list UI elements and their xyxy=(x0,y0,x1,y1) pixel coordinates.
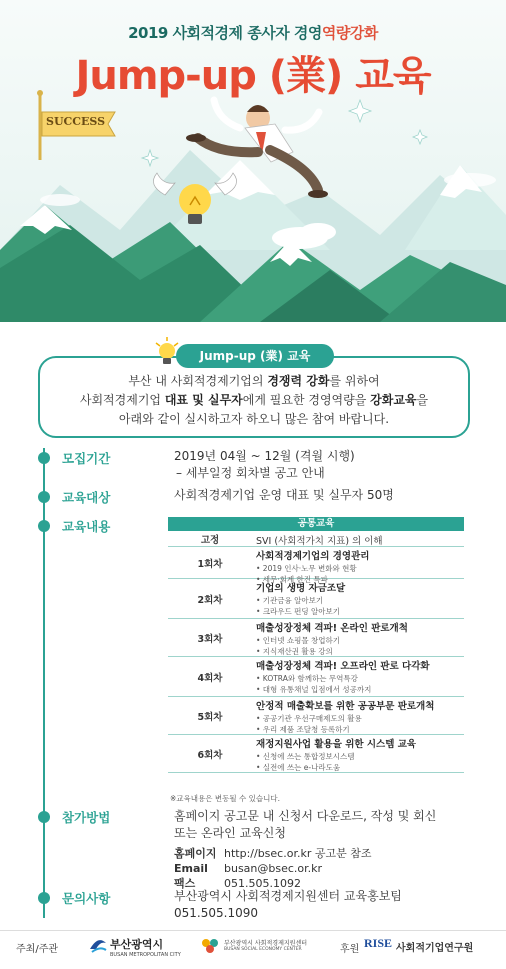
topic-title: 사회적경제기업의 경영관리 xyxy=(256,551,370,562)
intro-line2-e: 을 xyxy=(416,393,429,407)
recruit-period: 2019년 04월 ~ 12월 (격월 시행) xyxy=(174,449,355,463)
table-round: 2회차 xyxy=(197,594,223,606)
fax-label: 팩스 xyxy=(174,877,196,890)
table-round: 4회차 xyxy=(197,672,223,684)
table-row xyxy=(168,619,464,657)
topic-detail: • 실전에 쓰는 e-나라도움 xyxy=(256,763,341,772)
target-label: 교육대상 xyxy=(62,490,111,505)
table-round: 5회차 xyxy=(197,711,223,723)
table-topic xyxy=(252,697,464,734)
table-row xyxy=(168,697,464,735)
topic-detail: • 지식재산권 활용 강의 xyxy=(256,647,333,656)
center-logo xyxy=(224,938,307,952)
rise-logo: RISE xyxy=(364,936,393,950)
center-logo-icon xyxy=(200,937,222,955)
intro-line2-b: 대표 및 실무자 xyxy=(164,393,243,407)
hero-subtitle-text: 2019 사회적경제 종사자 경영 xyxy=(128,24,322,42)
busan-logo-icon xyxy=(88,937,108,955)
center-name-en: BUSAN SOCIAL ECONOMY CENTER xyxy=(224,947,302,952)
inquiry-value xyxy=(174,888,402,922)
intro-pill: Jump-up (業) 교육 xyxy=(176,344,334,368)
sponsor-label: 후원 xyxy=(340,944,360,955)
apply-label: 참가방법 xyxy=(62,810,111,825)
topic-title: 매출성장정체 격파! 오프라인 판로 다각화 xyxy=(256,661,430,672)
intro-line2-d: 강화교육 xyxy=(370,393,417,407)
center-name: 부산광역시 사회적경제지원센터 xyxy=(224,940,308,947)
recruit-note: – 세부일정 회차별 공고 안내 xyxy=(176,466,325,480)
topic-title: 재정지원사업 활용을 위한 시스템 교육 xyxy=(256,739,417,750)
rise-name: 사회적기업연구원 xyxy=(396,943,474,954)
timeline-dot xyxy=(38,491,50,503)
topic-detail: • 2019 인사·노무 변화와 현황 xyxy=(256,564,357,573)
inquiry-label: 문의사항 xyxy=(62,891,111,906)
table-row xyxy=(168,657,464,697)
intro-line1-c: 를 위하여 xyxy=(329,374,380,388)
table-topic xyxy=(252,735,464,772)
topic-detail: • 크라우드 펀딩 알아보기 xyxy=(256,607,341,616)
busan-name-en: BUSAN METROPOLITAN CITY xyxy=(110,952,181,958)
topic-detail: • 기관금융 알아보기 xyxy=(256,596,324,605)
table-row xyxy=(168,531,464,547)
timeline-dot xyxy=(38,452,50,464)
intro-line3: 아래와 같이 실시하고자 하오니 많은 참여 바랍니다. xyxy=(118,412,390,426)
inquiry-line1: 부산광역시 사회적경제지원센터 교육홍보팀 xyxy=(174,889,402,903)
table-topic xyxy=(252,579,464,618)
timeline-line xyxy=(43,448,45,918)
hero-banner xyxy=(0,0,506,322)
topic-detail: • KOTRA와 함께하는 무역특강 xyxy=(256,674,358,683)
table-row xyxy=(168,735,464,773)
hero-main-title: Jump-up (業) 교육 xyxy=(75,53,431,99)
intro-line1-a: 부산 내 사회적경제기업의 xyxy=(128,374,268,388)
table-round: 고정 xyxy=(200,534,220,546)
homepage-link[interactable]: http://bsec.or.kr 공고분 참조 xyxy=(224,847,372,860)
hero-subtitle-accent: 역량강화 xyxy=(321,24,378,42)
hero-subtitle xyxy=(0,22,506,43)
intro-box xyxy=(38,356,470,438)
intro-line2-a: 사회적경제기업 xyxy=(79,393,165,407)
timeline-dot xyxy=(38,892,50,904)
table-round: 3회차 xyxy=(197,633,223,645)
footer-divider xyxy=(0,930,506,931)
table-topic xyxy=(252,619,464,656)
target-value: 사회적경제기업 운영 대표 및 실무자 50명 xyxy=(174,488,394,502)
busan-name: 부산광역시 xyxy=(110,938,164,951)
apply-line1: 홈페이지 공고문 내 신청서 다운로드, 작성 및 회신 xyxy=(174,809,437,823)
topic-detail: • 우리 제품 조달청 등록하기 xyxy=(256,725,350,734)
email-link[interactable]: busan@bsec.or.kr xyxy=(224,862,323,875)
intro-line1-b: 경쟁력 강화 xyxy=(267,374,330,388)
table-row xyxy=(168,579,464,619)
topic-title: 안정적 매출확보를 위한 공공부문 판로개척 xyxy=(256,701,435,712)
table-topic xyxy=(252,547,464,584)
intro-text xyxy=(40,372,468,429)
timeline-dot xyxy=(38,811,50,823)
topic-detail: • 신청에 쓰는 통합정보시스템 xyxy=(256,752,355,761)
topic-title: 매출성장정체 격파! 온라인 판로개척 xyxy=(256,623,408,634)
host-label: 주최/주관 xyxy=(16,944,59,955)
busan-logo xyxy=(110,936,181,958)
flag-text: SUCCESS xyxy=(46,115,106,128)
table-round: 1회차 xyxy=(197,558,223,570)
topic-detail: • 인터넷 쇼핑몰 창업하기 xyxy=(256,636,341,645)
apply-line2: 또는 온라인 교육신청 xyxy=(174,826,286,840)
inquiry-phone: 051.505.1090 xyxy=(174,906,258,920)
topic-detail: • 대형 유통채널 입점에서 성공까지 xyxy=(256,685,372,694)
table-note: ※교육내용은 변동될 수 있습니다. xyxy=(170,794,281,803)
email-label: Email xyxy=(174,862,208,875)
content-label: 교육내용 xyxy=(62,519,111,534)
intro-line2-c: 에게 필요한 경영역량을 xyxy=(242,393,371,407)
topic-title: 기업의 생명 자금조달 xyxy=(256,583,346,594)
table-topic: SVI (사회적가치 지표) 의 이해 xyxy=(256,536,383,547)
homepage-label: 홈페이지 xyxy=(174,847,217,860)
curriculum-table xyxy=(168,517,464,773)
table-header: 공통교육 xyxy=(168,517,464,531)
table-row xyxy=(168,547,464,584)
table-round: 6회차 xyxy=(197,749,223,761)
table-topic xyxy=(252,657,464,696)
recruit-value xyxy=(174,448,355,482)
fax-number: 051.505.1092 xyxy=(224,877,301,890)
topic-detail: • 공공기관 우선구매제도의 활용 xyxy=(256,714,362,723)
topic-detail: • 세무·회계 한진 특파 xyxy=(256,575,328,584)
timeline-dot xyxy=(38,520,50,532)
recruit-label: 모집기간 xyxy=(62,451,111,466)
apply-value xyxy=(174,808,436,891)
